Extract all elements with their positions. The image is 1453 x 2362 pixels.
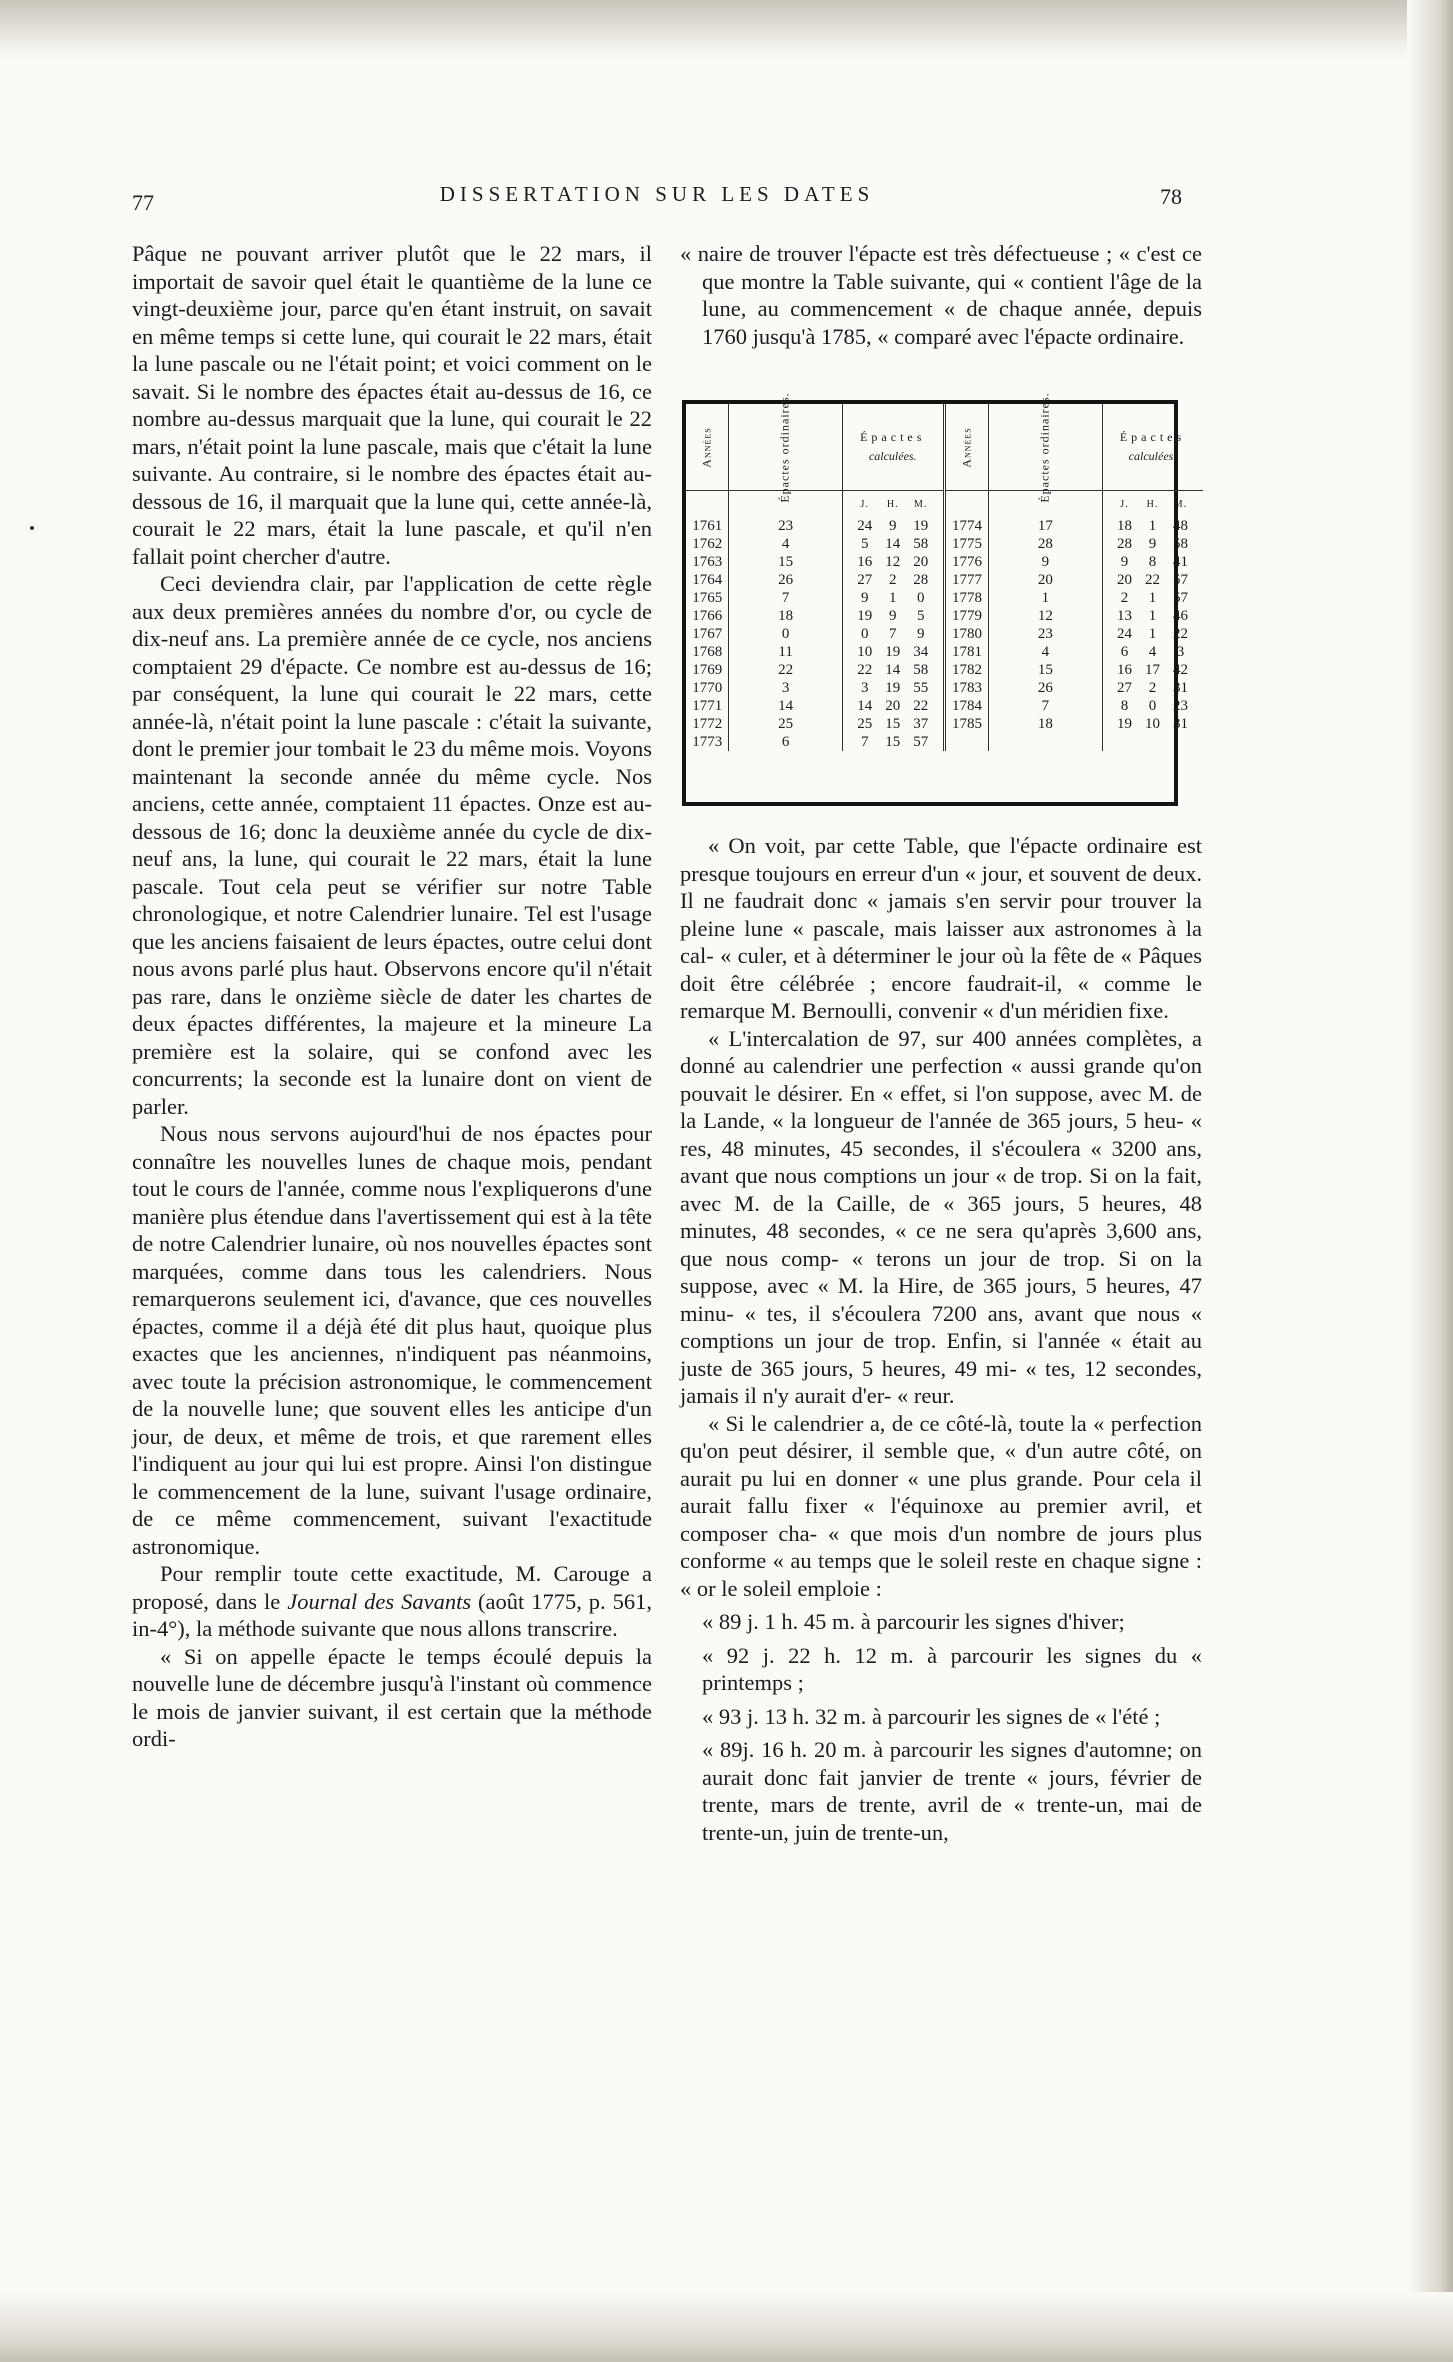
quote-paragraph: « Si on appelle épacte le temps écoulé depuis la nouvelle lune de décembre jusqu'à l'instant où commence le mois de janvier suivant, il est certain que la méthode ordi- bbox=[132, 1643, 652, 1751]
paragraph: Pour remplir toute cette exactitude, M. Carouge a proposé, dans le Journal des Savants (août 1775, p. 561, in-4°), la méthode suivante que nous allons transcrire. bbox=[132, 1561, 653, 1641]
header-annees-2: Années bbox=[944, 404, 988, 491]
journal-title: Journal des Savants bbox=[287, 1588, 472, 1614]
header-epactes-calc: Épactes calculées. bbox=[842, 404, 944, 491]
table-row: 1771 14 14 20 22 1784 7 8 0 23 bbox=[686, 697, 1203, 715]
running-title: DISSERTATION SUR LES DATES bbox=[439, 182, 875, 206]
table-row: 1764 26 27 2 28 1777 20 20 22 57 bbox=[686, 571, 1203, 589]
quote-item: « 93 j. 13 h. 32 m. à parcourir les signes de « l'été ; bbox=[702, 1703, 1161, 1729]
page-number-right: 78 bbox=[1160, 184, 1182, 209]
table-row: 1763 15 16 12 20 1776 9 9 8 41 bbox=[686, 553, 1203, 571]
table-row: 1773 6 7 15 57 bbox=[686, 733, 1203, 751]
paragraph: Pâque ne pouvant arriver plutôt que le 22 mars, il importait de savoir quel était le quantième de la lune ce vingt-deuxième jour, parce qu'en étant instruit, on savait en même temps si cette lune, qui courait le 22 mars, était la lune pascale ou ne l'était point; et voici comment on le savait. Si le nombre des épactes était au-dessus de 16, ce nombre au-dessus marquait que la lune, qui courait le 22 mars, n'était point la lune pascale, mais que c'était la lune suivante. Au contraire, si le nombre des épactes était au-dessous de 16, il marquait que la lune qui, cette année-là, courait le 22 mars, était la lune pascale, et qu'il n'en fallait point chercher d'autre. bbox=[132, 241, 652, 569]
header-epactes-ord-2: Épactes ordinaires. bbox=[989, 404, 1102, 491]
running-header bbox=[132, 182, 1182, 215]
table-row: 1765 7 9 1 0 1778 1 2 1 57 bbox=[686, 589, 1203, 607]
table-row: 1761 23 24 9 19 1774 17 18 1 48 bbox=[686, 517, 1203, 535]
header-epactes-ord: Épactes ordinaires. bbox=[729, 404, 842, 491]
table-row: 1768 11 10 19 34 1781 4 6 4 3 bbox=[686, 643, 1203, 661]
quote-paragraph: « naire de trouver l'épacte est très défectueuse ; « c'est ce que montre la Table suivante, qui « contient l'âge de la lune, au commencement « de chaque année, depuis 1760 jusqu'à 1785, « comparé avec l'épacte ordinaire. bbox=[680, 241, 1202, 349]
page-edge-bottom bbox=[0, 2292, 1453, 2362]
table-row: 1762 4 5 14 58 1775 28 28 9 58 bbox=[686, 535, 1203, 553]
left-column bbox=[132, 240, 652, 1753]
header-epactes-calc-2: Épactes calculées. bbox=[1102, 404, 1203, 491]
epact-table-grid bbox=[686, 392, 1203, 751]
paragraph: Ceci deviendra clair, par l'application de cette règle aux deux premières années du nombre d'or, ou cycle de dix-neuf ans. La première année de ce cycle, nos anciens comptaient 29 d'épacte. Ce nombre est au-dessus de 16; par conséquent, la lune qui courait le 22 mars, cette année-là, n'était point la lune pascale : c'était la suivante, dont le premier jour tombait le 23 du même mois. Voyons maintenant la seconde année du même cycle. Nos anciens, cette année, comptaient 11 épactes. Onze est au-dessous de 16; donc la deuxième année du cycle de dix-neuf ans, la lune, qui courait le 22 mars, était la lune pascale. Tout cela peut se vérifier sur notre Table chronologique, et notre Calendrier lunaire. Tel est l'usage que les anciens faisaient de leurs épactes, outre celui dont nous avons parlé plus haut. Observons encore qu'il n'était pas rare, dans le onzième siècle de dater les chartes de deux épactes différentes, la majeure et la mineure La première est la solaire, qui se confond avec les concurrents; la seconde est la lunaire dont on vient de parler. bbox=[132, 571, 652, 1119]
header-annees: Années bbox=[686, 404, 729, 491]
quote-item: « 89j. 16 h. 20 m. à parcourir les signes d'automne; on aurait donc fait janvier de trente « jours, février de trente, mars de trente, avril de « trente-un, mai de trente-un, juin de trente-un, bbox=[702, 1737, 1202, 1845]
right-column-continued bbox=[680, 832, 1202, 1846]
page-edge-right bbox=[1407, 0, 1453, 2362]
table-row: 1767 0 0 7 9 1780 23 24 1 22 bbox=[686, 625, 1203, 643]
quote-paragraph: « L'intercalation de 97, sur 400 années complètes, a donné au calendrier une perfection « aussi grande qu'on pouvait le désirer. En « effet, si l'on suppose, avec M. de la Lande, « la longueur de l'année de 365 jours, 5 heu- « res, 48 minutes, 45 secondes, il s'écoulera « 3200 ans, avant que nous comptions un jour « de trop. Si on la fait, avec M. de la Caille, de « 365 jours, 5 heures, 48 minutes, 48 secondes, « ce ne sera qu'après 3,600 ans, que nous comp- « terons un jour de trop. Si on la suppose, avec « M. la Hire, de 365 jours, 5 heures, 47 minu- « tes, il s'écoulera 7200 ans, avant que nous « comptions un jour de trop. Enfin, si l'année « était au juste de 365 jours, 5 heures, 49 mi- « tes, 12 secondes, jamais il n'y aurait d'er- « reur. bbox=[680, 1025, 1202, 1408]
epact-table bbox=[682, 392, 1188, 806]
quote-item: « 92 j. 22 h. 12 m. à parcourir les signes du « printemps ; bbox=[702, 1642, 1202, 1695]
table-row: 1766 18 19 9 5 1779 12 13 1 46 bbox=[686, 607, 1203, 625]
table-row: 1769 22 22 14 58 1782 15 16 17 42 bbox=[686, 661, 1203, 679]
quote-paragraph: « Si le calendrier a, de ce côté-là, toute la « perfection qu'on peut désirer, il semble que, « d'un autre côté, on aurait pu lui en donner « une plus grande. Pour cela il aurait fallu fixer « l'équinoxe au premier avril, et composer cha- « que mois d'un nombre de jours plus conforme « au temps que le soleil reste en chaque signe : « or le soleil emploie : bbox=[680, 1410, 1202, 1601]
ink-speck bbox=[30, 526, 34, 530]
page-edge-top bbox=[0, 0, 1453, 60]
page-number-left: 77 bbox=[132, 190, 154, 215]
table-row: 1772 25 25 15 37 1785 18 19 10 31 bbox=[686, 715, 1203, 733]
units-row: J. H. M. J. H. M. bbox=[686, 491, 1203, 518]
table-row: 1770 3 3 19 55 1783 26 27 2 31 bbox=[686, 679, 1203, 697]
paragraph: Nous nous servons aujourd'hui de nos épactes pour connaître les nouvelles lunes de chaque mois, pendant tout le cours de l'année, comme nous l'expliquerons d'une manière plus étendue dans l'avertissement qui est à la tête de notre Calendrier lunaire, où nos nouvelles épactes sont marquées, comme dans tous les calendriers. Nous remarquerons seulement ici, d'avance, que ces nouvelles épactes, comme il a déjà été dit plus haut, quoique plus exactes que les anciennes, n'indiquent pas néanmoins, avec toute la précision astronomique, le commencement de la nouvelle lune; que souvent elles les anticipe d'un jour, de deux, et même de trois, et que rarement elles l'indiquent au jour qui lui est propre. Ainsi l'on distingue le commencement de la lune, suivant l'usage ordinaire, de ce même commencement, suivant l'exactitude astronomique. bbox=[132, 1121, 652, 1559]
quote-paragraph: « On voit, par cette Table, que l'épacte ordinaire est presque toujours en erreur d'un « jour, et souvent de deux. Il ne faudrait donc « jamais s'en servir pour trouver la pleine lune « pascale, mais laisser aux astronomes à la cal- « culer, et à déterminer le jour où la fête de « Pâques doit être célébrée ; encore faudrait-il, « comme le remarque M. Bernoulli, convenir « d'un méridien fixe. bbox=[680, 833, 1202, 1023]
quote-item: « 89 j. 1 h. 45 m. à parcourir les signes d'hiver; bbox=[702, 1609, 1125, 1634]
right-column bbox=[680, 240, 1202, 350]
